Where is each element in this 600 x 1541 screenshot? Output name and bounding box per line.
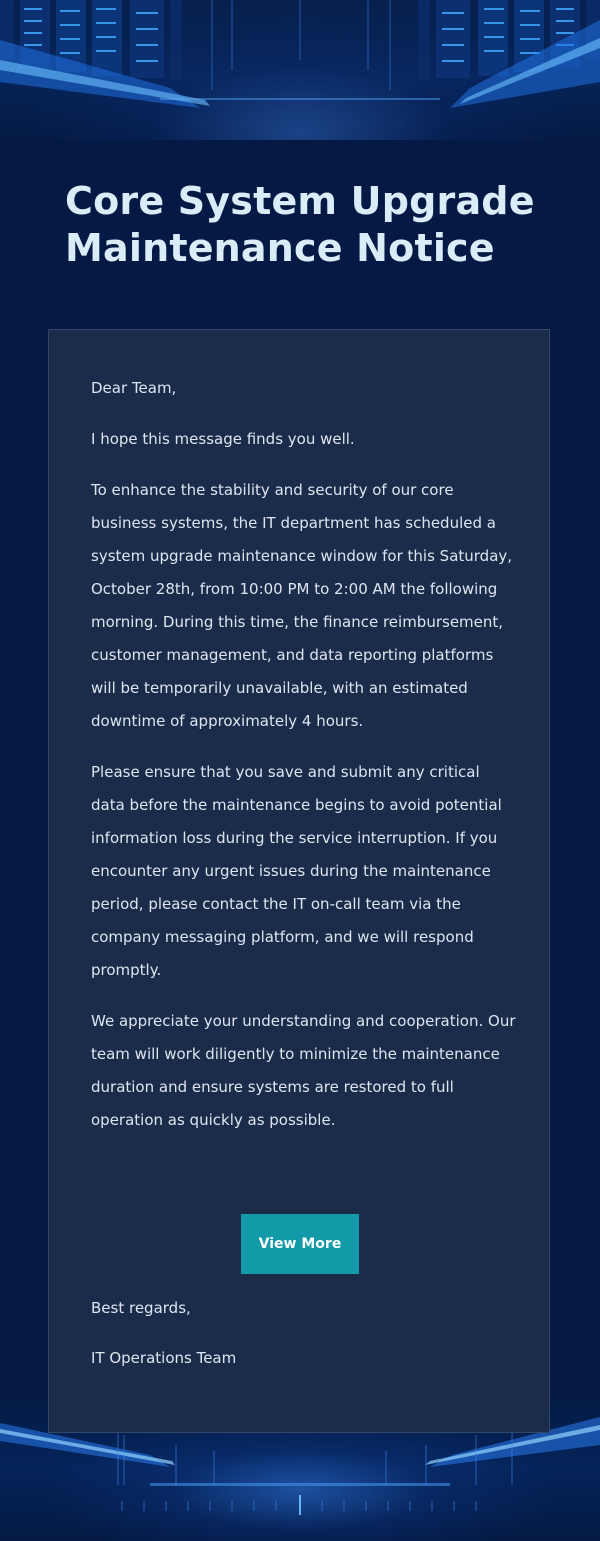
server-rack-illustration	[0, 0, 600, 140]
maintenance-details-paragraph: To enhance the stability and security of our core business systems, the IT department has scheduled a system upgrade maintenance window for this Saturday, October 28th, from 10:00 PM to 2:00 AM the following morning. During this time, the finance reimbursement, customer management, and data reporting platforms will be temporarily unavailable, with an estimated downtime of approximately 4 hours.	[91, 481, 513, 730]
intro-text: I hope this message finds you well.	[91, 430, 355, 448]
cta-container	[49, 1214, 551, 1274]
instructions-paragraph: Please ensure that you save and submit any critical data before the maintenance begins to avoid potential information loss during the service interruption. If you encounter any urgent issues during the maintenance period, please contact the IT on-call team via the company messaging platform, and we will respond promptly.	[91, 763, 502, 979]
signature-text: IT Operations Team	[91, 1349, 237, 1367]
message-body	[91, 372, 516, 1155]
greeting-text: Dear Team,	[91, 379, 177, 397]
header-banner-image	[0, 0, 600, 140]
appreciation-paragraph: We appreciate your understanding and cooperation. Our team will work diligently to minimize the maintenance duration and ensure systems are restored to full operation as quickly as possible.	[91, 1012, 516, 1129]
view-more-button[interactable]: View More	[241, 1214, 359, 1274]
signoff	[91, 1292, 516, 1392]
message-card	[48, 329, 550, 1433]
closing-text: Best regards,	[91, 1299, 191, 1317]
page-title: Core System Upgrade Maintenance Notice	[65, 179, 535, 270]
